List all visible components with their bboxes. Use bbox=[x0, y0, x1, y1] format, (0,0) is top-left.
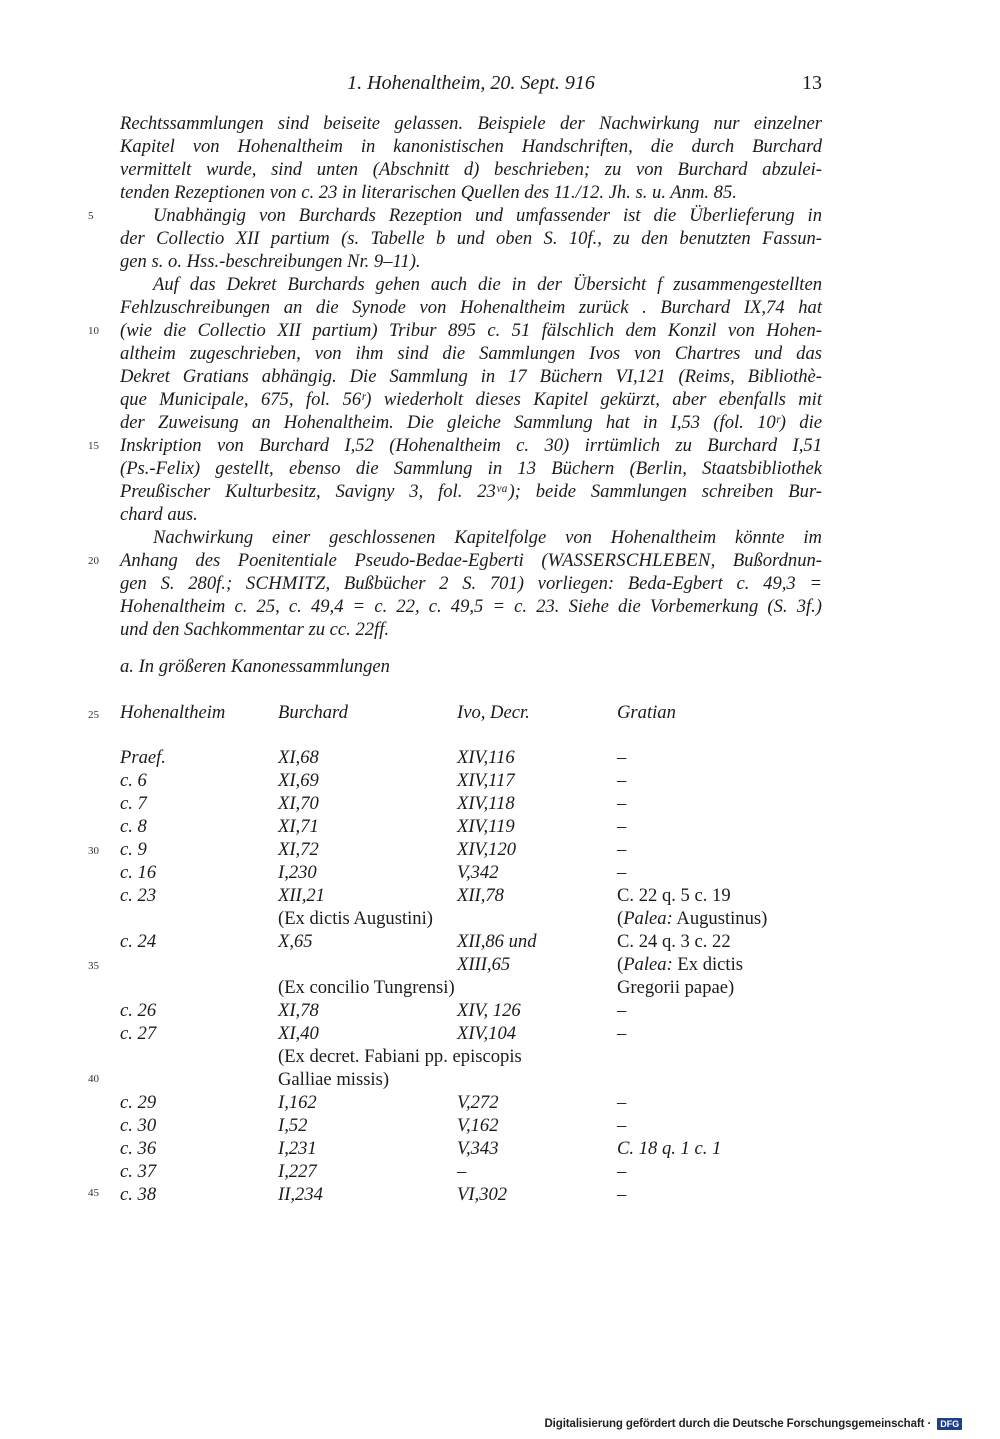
table-cell: XIV,116 bbox=[457, 747, 515, 768]
text-line: altheim zugeschrieben, von ihm sind die Sammlungen Ivos von Chartres und das bbox=[120, 343, 822, 364]
table-cell: XI,68 bbox=[278, 747, 319, 768]
text-line: gen s. o. Hss.-beschreibungen Nr. 9–11). bbox=[120, 251, 421, 272]
table-cell: I,227 bbox=[278, 1161, 317, 1182]
table-cell: XII,86 und bbox=[457, 931, 537, 952]
header-cell: Hohenaltheim bbox=[120, 702, 226, 723]
table-cell: (Palea: Augustinus) bbox=[617, 908, 768, 929]
text-line: und den Sachkommentar zu cc. 22ff. bbox=[120, 619, 390, 640]
table-cell: X,65 bbox=[278, 931, 313, 952]
table-cell: V,272 bbox=[457, 1092, 499, 1113]
table-row bbox=[120, 769, 820, 792]
text-line: der Zuweisung an Hohenaltheim. Die gleiche Sammlung hat in I,53 (fol. 10ʳ) die bbox=[120, 412, 822, 433]
table-cell: – bbox=[617, 1092, 627, 1113]
text-line bbox=[120, 549, 822, 572]
table-cell: XII,78 bbox=[457, 885, 504, 906]
table-cell: – bbox=[617, 770, 627, 791]
table-cell: XIV,119 bbox=[457, 816, 515, 837]
table-cell: – bbox=[617, 1023, 627, 1044]
line-number: 5 bbox=[88, 210, 94, 222]
table-row bbox=[120, 815, 820, 838]
table-cell: – bbox=[617, 839, 627, 860]
table-cell: – bbox=[617, 793, 627, 814]
table-cell: XIV,118 bbox=[457, 793, 515, 814]
table-row bbox=[120, 792, 820, 815]
table-row bbox=[120, 1045, 820, 1068]
table-cell: – bbox=[457, 1161, 467, 1182]
table-cell: c. 36 bbox=[120, 1138, 157, 1159]
table-cell: I,52 bbox=[278, 1115, 308, 1136]
running-head bbox=[120, 72, 822, 102]
text-line: chard aus. bbox=[120, 504, 198, 525]
table-cell: XII,21 bbox=[278, 885, 325, 906]
table-cell: C. 22 q. 5 c. 19 bbox=[617, 885, 731, 906]
table-row bbox=[120, 838, 820, 861]
line-number: 10 bbox=[88, 325, 99, 337]
table-cell: Gregorii papae) bbox=[617, 977, 735, 998]
text-segment: , Bußbücher 2 S. 701) vorliegen: Beda-Egbert c. 49,3 = bbox=[325, 573, 823, 594]
line-number: 35 bbox=[88, 960, 99, 972]
text-line: vermittelt wurde, sind unten (Abschnitt d) beschrieben; zu von Burchard abzulei- bbox=[120, 159, 822, 180]
table-row bbox=[120, 1183, 820, 1206]
table-row bbox=[120, 1091, 820, 1114]
table-row bbox=[120, 1137, 820, 1160]
table-row bbox=[120, 1160, 820, 1183]
table-cell: V,343 bbox=[457, 1138, 499, 1159]
table-row bbox=[120, 861, 820, 884]
table-cell: (Ex decret. Fabiani pp. episcopis bbox=[278, 1046, 522, 1067]
text-line: Hohenaltheim c. 25, c. 49,4 = c. 22, c. 49,5 = c. 23. Siehe die Vorbemerkung (S. 3f.) bbox=[120, 596, 822, 617]
table-row bbox=[120, 907, 820, 930]
text-line: (Ps.-Felix) gestellt, ebenso die Sammlung in 13 Büchern (Berlin, Staatsbibliothek bbox=[120, 458, 822, 479]
table-cell: c. 38 bbox=[120, 1184, 157, 1205]
table-row bbox=[120, 746, 820, 769]
table-cell: XIII,65 bbox=[457, 954, 511, 975]
table-cell: V,162 bbox=[457, 1115, 499, 1136]
table-cell: c. 9 bbox=[120, 839, 147, 860]
table-cell: c. 29 bbox=[120, 1092, 157, 1113]
table-cell: c. 7 bbox=[120, 793, 147, 814]
dfg-logo-icon: DFG bbox=[937, 1418, 962, 1430]
page-number: 13 bbox=[802, 72, 822, 94]
table-cell: I,231 bbox=[278, 1138, 317, 1159]
table-cell: c. 8 bbox=[120, 816, 147, 837]
table-cell: XI,70 bbox=[278, 793, 319, 814]
line-number: 15 bbox=[88, 440, 99, 452]
text-line: Fehlzuschreibungen an die Synode von Hohenaltheim zurück . Burchard IX,74 hat bbox=[120, 297, 822, 318]
table-cell: (Palea: Ex dictis bbox=[617, 954, 744, 975]
text-line bbox=[120, 572, 822, 595]
table-cell: XI,78 bbox=[278, 1000, 319, 1021]
line-number: 45 bbox=[88, 1187, 99, 1199]
table-cell: – bbox=[617, 1184, 627, 1205]
table-cell: XIV,120 bbox=[457, 839, 517, 860]
text-line: tenden Rezeptionen von c. 23 in literarischen Quellen des 11./12. Jh. s. u. Anm. 85. bbox=[120, 182, 737, 203]
header-cell: Ivo, Decr. bbox=[457, 702, 530, 723]
table-row bbox=[120, 1114, 820, 1137]
table-cell: c. 6 bbox=[120, 770, 147, 791]
table-row bbox=[120, 953, 820, 976]
header-cell: Gratian bbox=[617, 702, 676, 723]
author-name: WASSERSCHLEBEN bbox=[547, 550, 711, 571]
table-row bbox=[120, 976, 820, 999]
header-cell: Burchard bbox=[278, 702, 348, 723]
text-line: (wie die Collectio XII partium) Tribur 895 c. 51 fälschlich dem Konzil von Hohen- bbox=[120, 320, 822, 341]
table-cell: (Ex concilio Tungrensi) bbox=[278, 977, 455, 998]
table-cell: c. 27 bbox=[120, 1023, 157, 1044]
line-number: 25 bbox=[88, 709, 99, 721]
section-heading: a. In größeren Kanonessammlungen bbox=[120, 656, 390, 677]
table-cell: c. 24 bbox=[120, 931, 157, 952]
line-number: 20 bbox=[88, 555, 99, 567]
text-line: Nachwirkung einer geschlossenen Kapitelfolge von Hohenaltheim könnte im bbox=[153, 527, 822, 548]
table-cell: XI,40 bbox=[278, 1023, 319, 1044]
table-row bbox=[120, 1068, 820, 1091]
text-line: que Municipale, 675, fol. 56ʳ) wiederholt dieses Kapitel gekürzt, aber ebenfalls mit bbox=[120, 389, 822, 410]
table-cell: c. 26 bbox=[120, 1000, 157, 1021]
table-cell: I,162 bbox=[278, 1092, 317, 1113]
table-cell: XIV,117 bbox=[457, 770, 515, 791]
footer-text: Digitalisierung gefördert durch die Deutsche Forschungsgemeinschaft · bbox=[544, 1418, 932, 1431]
table-cell: – bbox=[617, 816, 627, 837]
table-cell: XI,71 bbox=[278, 816, 319, 837]
text-line: Kapitel von Hohenaltheim in kanonistischen Handschriften, die durch Burchard bbox=[120, 136, 822, 157]
table-cell: c. 37 bbox=[120, 1161, 157, 1182]
table-cell: Praef. bbox=[120, 747, 166, 768]
digitization-footer bbox=[544, 1418, 962, 1430]
table-cell: C. 18 q. 1 c. 1 bbox=[617, 1138, 722, 1159]
table-cell: – bbox=[617, 747, 627, 768]
table-cell: XIV, 126 bbox=[457, 1000, 521, 1021]
text-segment: , Bußordnun- bbox=[710, 550, 822, 571]
table-cell: c. 16 bbox=[120, 862, 157, 883]
table-cell: XI,72 bbox=[278, 839, 319, 860]
author-name: SCHMITZ bbox=[245, 573, 326, 594]
table-cell: – bbox=[617, 1000, 627, 1021]
line-number: 30 bbox=[88, 845, 99, 857]
table-cell: C. 24 q. 3 c. 22 bbox=[617, 931, 731, 952]
text-line: Unabhängig von Burchards Rezeption und umfassender ist die Überlieferung in bbox=[153, 205, 822, 226]
text-line: Auf das Dekret Burchards gehen auch die in der Übersicht f zusammengestellten bbox=[153, 274, 822, 295]
table-cell: (Ex dictis Augustini) bbox=[278, 908, 433, 929]
table-cell: II,234 bbox=[278, 1184, 323, 1205]
table-cell: XIV,104 bbox=[457, 1023, 517, 1044]
text-line: Rechtssammlungen sind beiseite gelassen. Beispiele der Nachwirkung nur einzelner bbox=[120, 113, 822, 134]
table-header-row bbox=[120, 701, 820, 724]
table-cell: VI,302 bbox=[457, 1184, 508, 1205]
table-cell: – bbox=[617, 1161, 627, 1182]
line-number: 40 bbox=[88, 1073, 99, 1085]
text-line: Preußischer Kulturbesitz, Savigny 3, fol. 23ᵛᵃ); beide Sammlungen schreiben Bur- bbox=[120, 481, 822, 502]
table-cell: Galliae missis) bbox=[278, 1069, 390, 1090]
text-segment: Anhang des Poenitentiale Pseudo-Bedae-Egberti ( bbox=[120, 550, 548, 571]
table-row bbox=[120, 930, 820, 953]
table-cell: – bbox=[617, 862, 627, 883]
running-title: 1. Hohenaltheim, 20. Sept. 916 bbox=[347, 72, 595, 94]
table-cell: XI,69 bbox=[278, 770, 319, 791]
table-cell: – bbox=[617, 1115, 627, 1136]
table-cell: I,230 bbox=[278, 862, 317, 883]
text-line: Inskription von Burchard I,52 (Hohenaltheim c. 30) irrtümlich zu Burchard I,51 bbox=[120, 435, 822, 456]
table-cell: V,342 bbox=[457, 862, 499, 883]
table-cell: c. 30 bbox=[120, 1115, 157, 1136]
table-row bbox=[120, 1022, 820, 1045]
text-line: Dekret Gratians abhängig. Die Sammlung in 17 Büchern VI,121 (Reims, Bibliothè- bbox=[120, 366, 822, 387]
table-cell: c. 23 bbox=[120, 885, 157, 906]
text-segment: gen S. 280f.; bbox=[120, 573, 246, 594]
table-row bbox=[120, 884, 820, 907]
text-line: der Collectio XII partium (s. Tabelle b und oben S. 10f., zu den benutzten Fassun- bbox=[120, 228, 822, 249]
table-row bbox=[120, 999, 820, 1022]
